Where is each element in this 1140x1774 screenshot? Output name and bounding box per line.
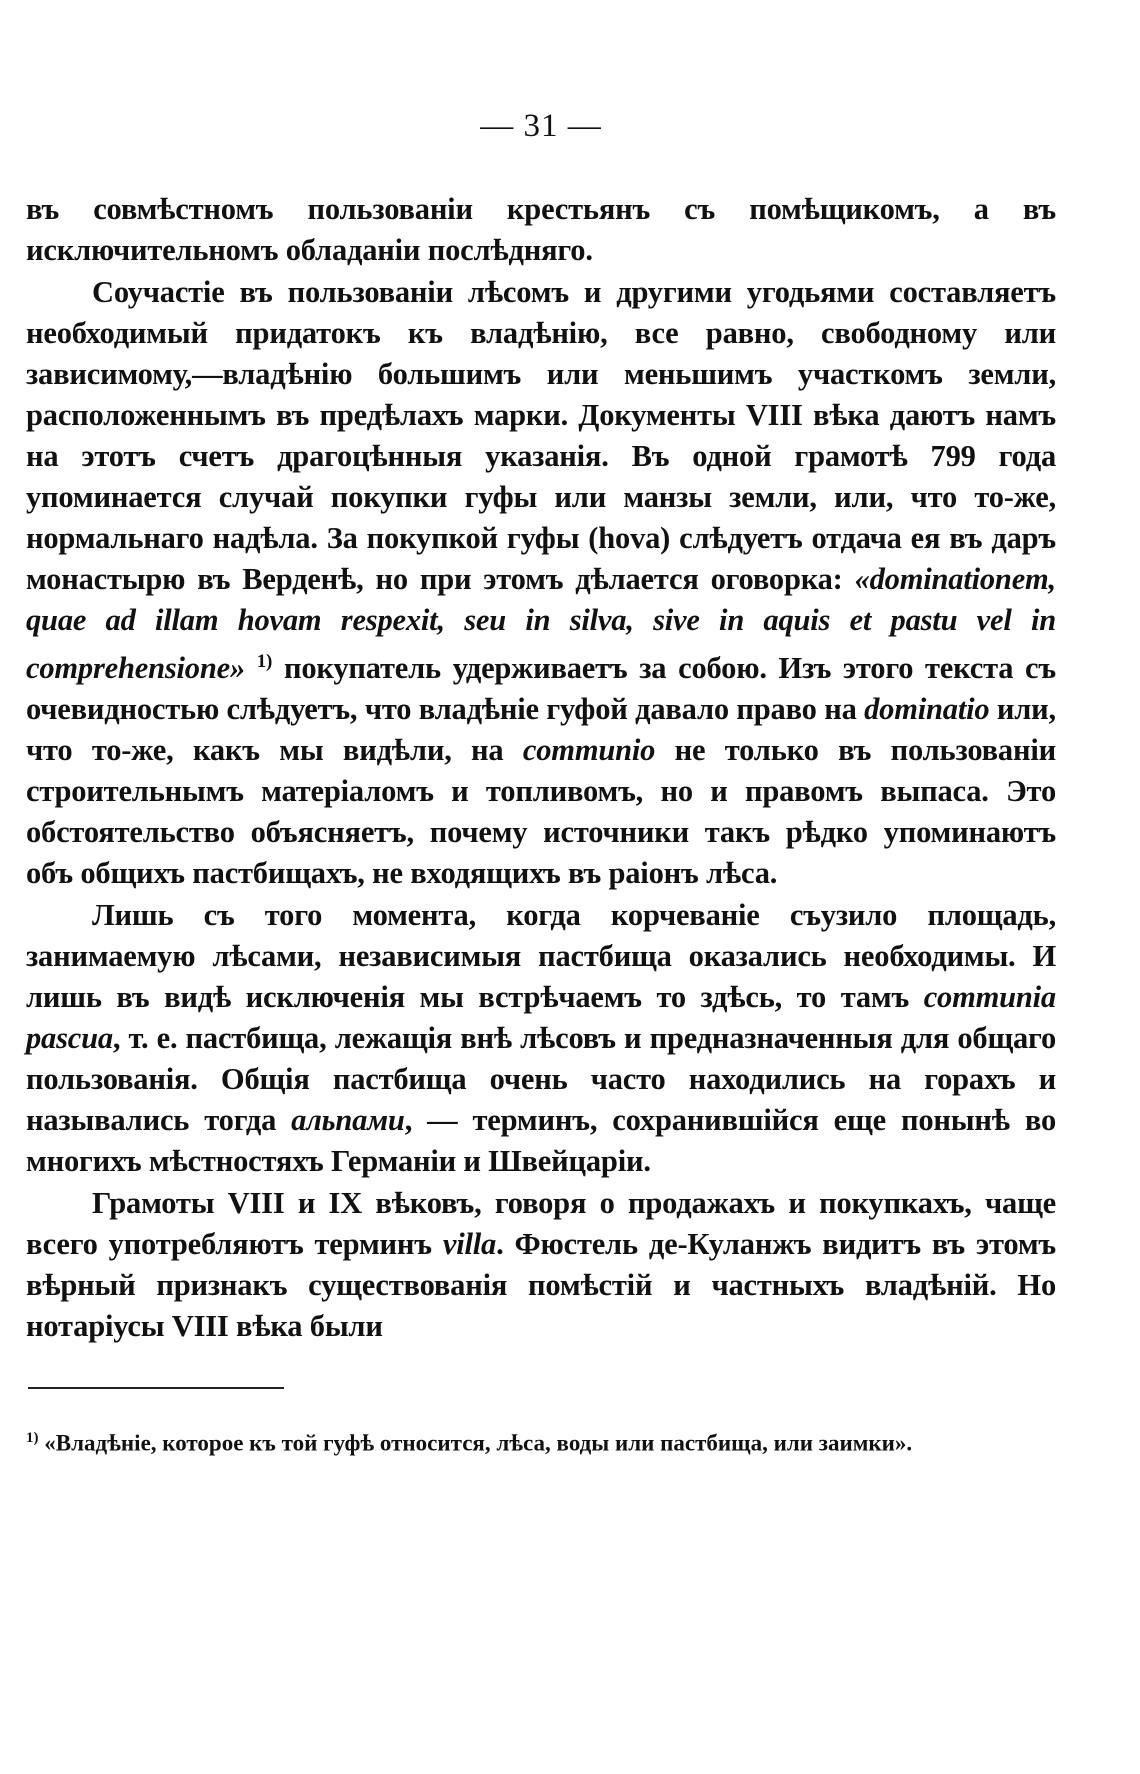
latin-quote: communia pascua [26, 980, 1056, 1056]
text-segment: Лишь съ того момента, когда корчеваніе съузило площадь, занимаемую лѣсами, независимыя пастбища оказались необходимы. И лишь въ видѣ исключенія мы встрѣчаемъ то здѣсь, то тамъ [26, 898, 1056, 1015]
latin-quote: «dominationem, quae ad illam hovam respexit, seu in silva, sive in aquis et pastu vel in comprehensione» [26, 562, 1056, 686]
text-segment: въ совмѣстномъ пользованіи крестьянъ съ помѣщикомъ, а въ исключительномъ обладаніи послѣдняго. [26, 192, 1056, 267]
text-segment: не только въ пользованіи строительнымъ матеріаломъ и топливомъ, но и правомъ выпаса. Это обстоятельство объясняетъ, почему источники такъ рѣдко упоминаютъ объ общихъ пастбищахъ, не входящихъ въ раіонъ лѣса. [26, 733, 1056, 891]
text-segment [245, 651, 257, 685]
paragraph [26, 189, 1056, 271]
footnote [26, 1423, 1056, 1459]
text-segment: . Фюстель де-Куланжъ видитъ въ этомъ вѣрный признакъ существованія помѣстій и частныхъ владѣній. Но нотаріусы VIII вѣка были [26, 1227, 1056, 1344]
latin-quote: villa [442, 1227, 497, 1262]
text-segment: или, что то-же, какъ мы видѣли, на [26, 692, 1056, 768]
paragraph [26, 1183, 1056, 1347]
text-segment: , т. е. пастбища, лежащія внѣ лѣсовъ и предназначенныя для общаго пользованія. Общія пастбища очень часто находились на горахъ и назывались тогда [26, 1021, 1056, 1138]
footnote-text: «Владѣніе, которое къ той гуфѣ относится, лѣса, воды или пастбища, или заимки». [38, 1430, 913, 1456]
latin-quote: dominatio [864, 692, 990, 727]
latin-quote: communio [522, 733, 656, 768]
text-segment: Соучастіе въ пользованіи лѣсомъ и другими угодьями составляетъ необходимый придатокъ къ владѣнію, все равно, свободному или зависимому,—владѣнію большимъ или меньшимъ участкомъ земли, расположеннымъ въ предѣлахъ марки. Документы VIII вѣка даютъ намъ на этотъ счетъ драгоцѣнныя указанія. Въ одной грамотѣ 799 года упоминается случай покупки гуфы или манзы земли, или, что то-же, нормальнаго надѣла. За покупкой гуфы (hova) слѣдуетъ отдача ея въ даръ монастырю въ Верденѣ, но при этомъ дѣлается оговорка: [26, 275, 1056, 596]
paragraph [26, 272, 1056, 894]
text-segment: , — терминъ, сохранившійся еще понынѣ во многихъ мѣстностяхъ Германіи и Швейцаріи. [26, 1103, 1056, 1179]
page-number: — 31 — [480, 108, 602, 144]
footnote-reference: 1) [256, 651, 273, 672]
paragraph [26, 895, 1056, 1182]
text-segment: Грамоты VIII и IX вѣковъ, говоря о продажахъ и покупкахъ, чаще всего употребляютъ терминъ [26, 1186, 1056, 1262]
footnote-marker: 1) [26, 1430, 39, 1447]
latin-quote: альпами [291, 1103, 405, 1138]
body-text [26, 189, 1056, 1347]
footnote-divider [28, 1387, 284, 1389]
text-segment: покупатель удерживаетъ за собою. Изъ этого текста съ очевидностью слѣдуетъ, что владѣніе гуфой давало право на [26, 651, 1056, 727]
